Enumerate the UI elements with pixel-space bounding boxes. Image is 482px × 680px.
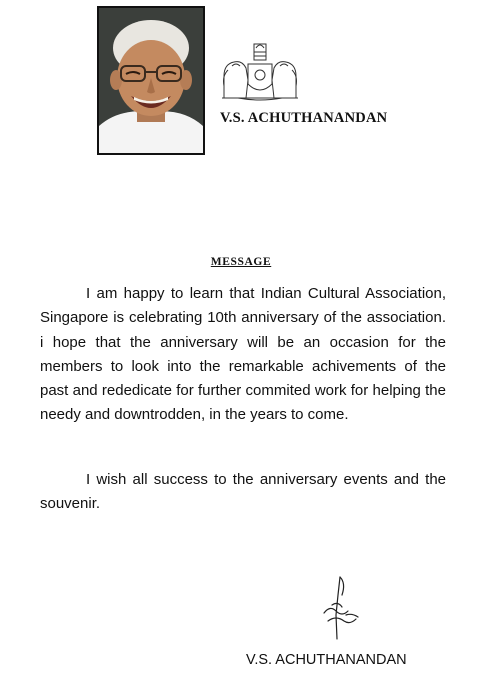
handwritten-signature (316, 575, 364, 643)
signatory-name: V.S. ACHUTHANANDAN (246, 652, 407, 668)
portrait-photo (97, 6, 205, 155)
message-title: MESSAGE (210, 256, 272, 268)
message-paragraph: I wish all success to the anniversary events and the souvenir. (40, 471, 446, 513)
portrait-illustration (99, 8, 203, 153)
kerala-state-emblem-icon (218, 40, 302, 104)
header-name: V.S. ACHUTHANANDAN (220, 110, 388, 126)
message-paragraph: I am happy to learn that Indian Cultural Association, Singapore is celebrating 10th anniversary of the association. i hope that the anniversary will be an occasion for the members to look into the remarkable achivements of the past and rededicate for further commited work for helping the needy and downtrodden, in the years to come. (40, 285, 446, 424)
